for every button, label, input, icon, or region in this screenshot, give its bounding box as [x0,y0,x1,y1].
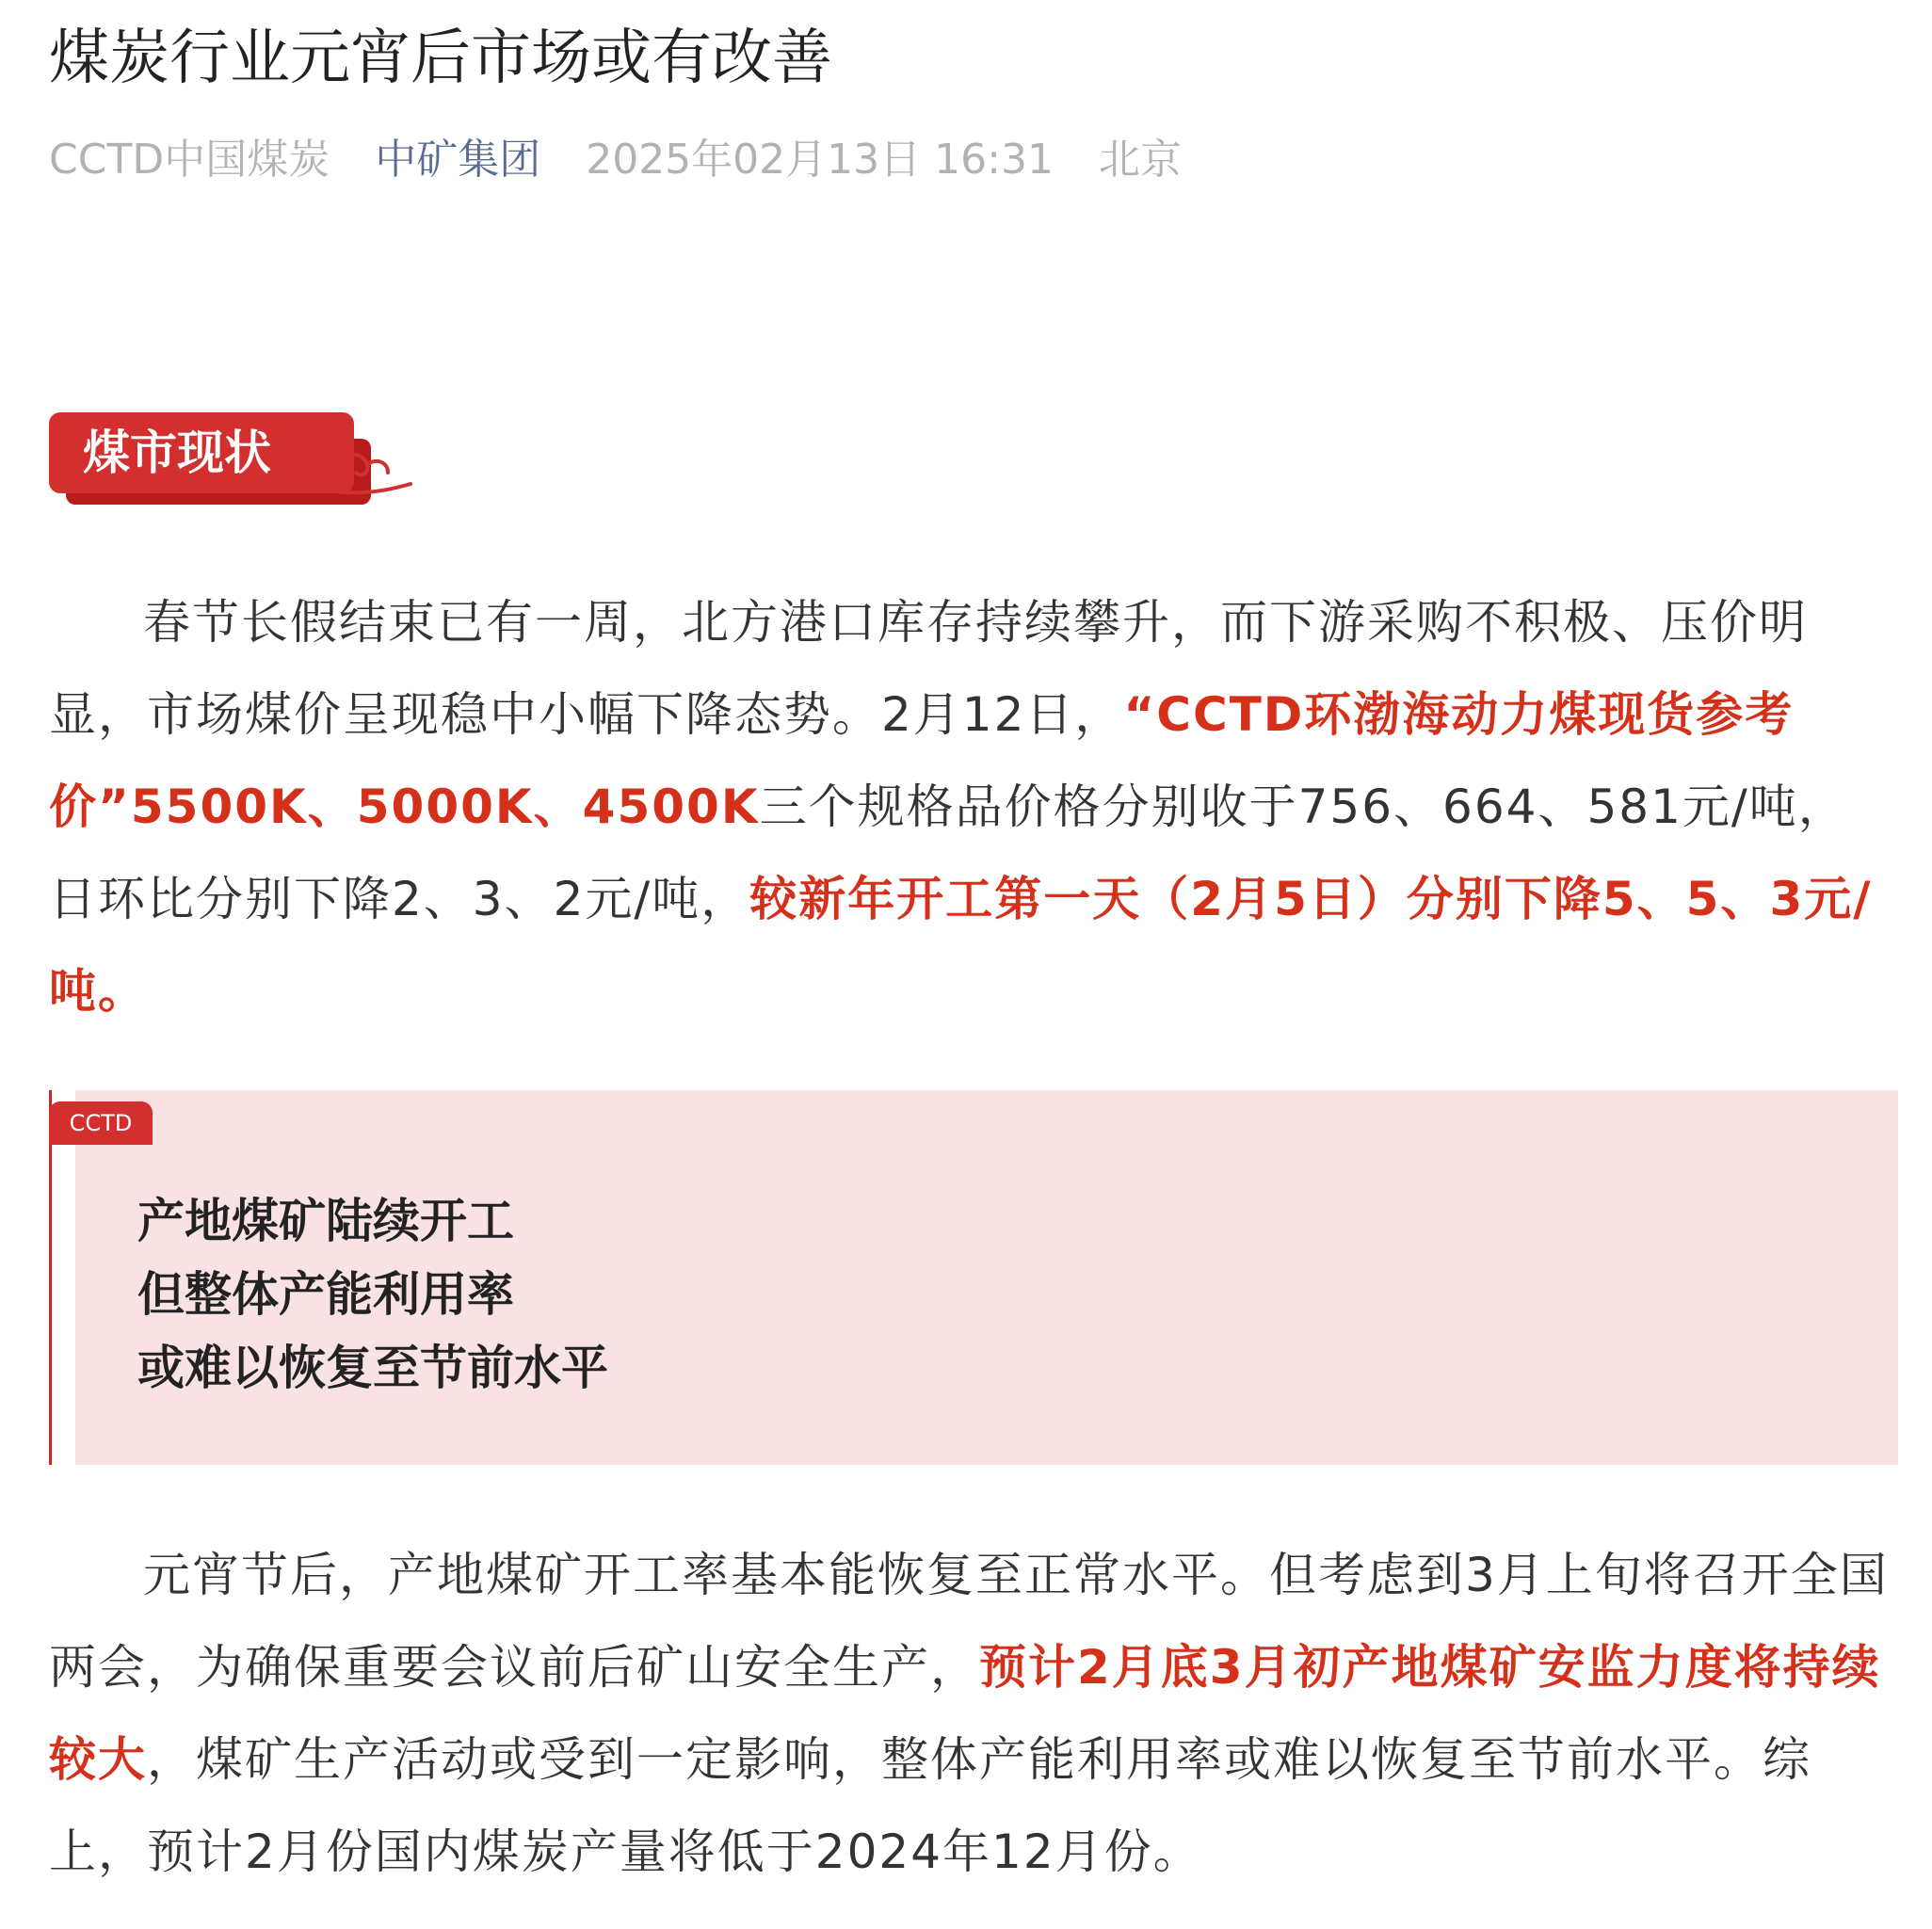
publish-datetime: 2025年02月13日 16:31 [586,136,1054,184]
quote-text [137,1184,608,1405]
article-title: 煤炭行业元宵后市场或有改善 [49,24,832,93]
account-link[interactable]: 中矿集团 [375,136,541,184]
publish-location: 北京 [1098,136,1182,184]
paragraph1-highlight-2: 较新年开工第一天（2月5日）分别下降5、5、3元/吨。 [49,872,1873,1019]
quote-left-border [49,1090,52,1465]
cloud-icon [313,441,416,497]
quote-line-2: 但整体产能利用率 [137,1267,514,1322]
paragraph1-text-1: 春节长假结束已有一周，北方港口库存持续攀升，而下游采购不积极、压价明显，市场煤价呈现稳中小幅下降态势。2月12日， [49,595,1808,742]
paragraph2-highlight-1: 预计2月底3月初产地煤矿安监力度将持续较大 [49,1640,1881,1787]
section-title: 煤市现状 [83,426,271,480]
quote-box [49,1090,1898,1465]
paragraph1-text-2: 三个规格品价格分别收于756、664、581元/吨，日环比分别下降2、3、2元/吨， [49,780,1847,926]
author-name: CCTD中国煤炭 [49,136,330,184]
quote-line-3: 或难以恢复至节前水平 [137,1341,608,1395]
section-header [49,412,426,516]
paragraph2-text-2: ，煤矿生产活动或受到一定影响，整体产能利用率或难以恢复至节前水平。综上，预计2月份国内煤炭产量将低于2024年12月份。 [49,1732,1811,1879]
paragraph-market-status [49,576,1894,1037]
paragraph-production [49,1529,1894,1898]
article-meta [49,130,1214,190]
quote-line-1: 产地煤矿陆续开工 [137,1194,514,1248]
paragraph1-highlight-1: “CCTD环渤海动力煤现货参考价”5500K、5000K、4500K [49,687,1795,834]
quote-tag: CCTD [49,1101,153,1145]
section-header-box [49,412,354,493]
paragraph2-text-1: 元宵节后，产地煤矿开工率基本能恢复至正常水平。但考虑到3月上旬将召开全国两会，为确保重要会议前后矿山安全生产， [49,1548,1889,1695]
